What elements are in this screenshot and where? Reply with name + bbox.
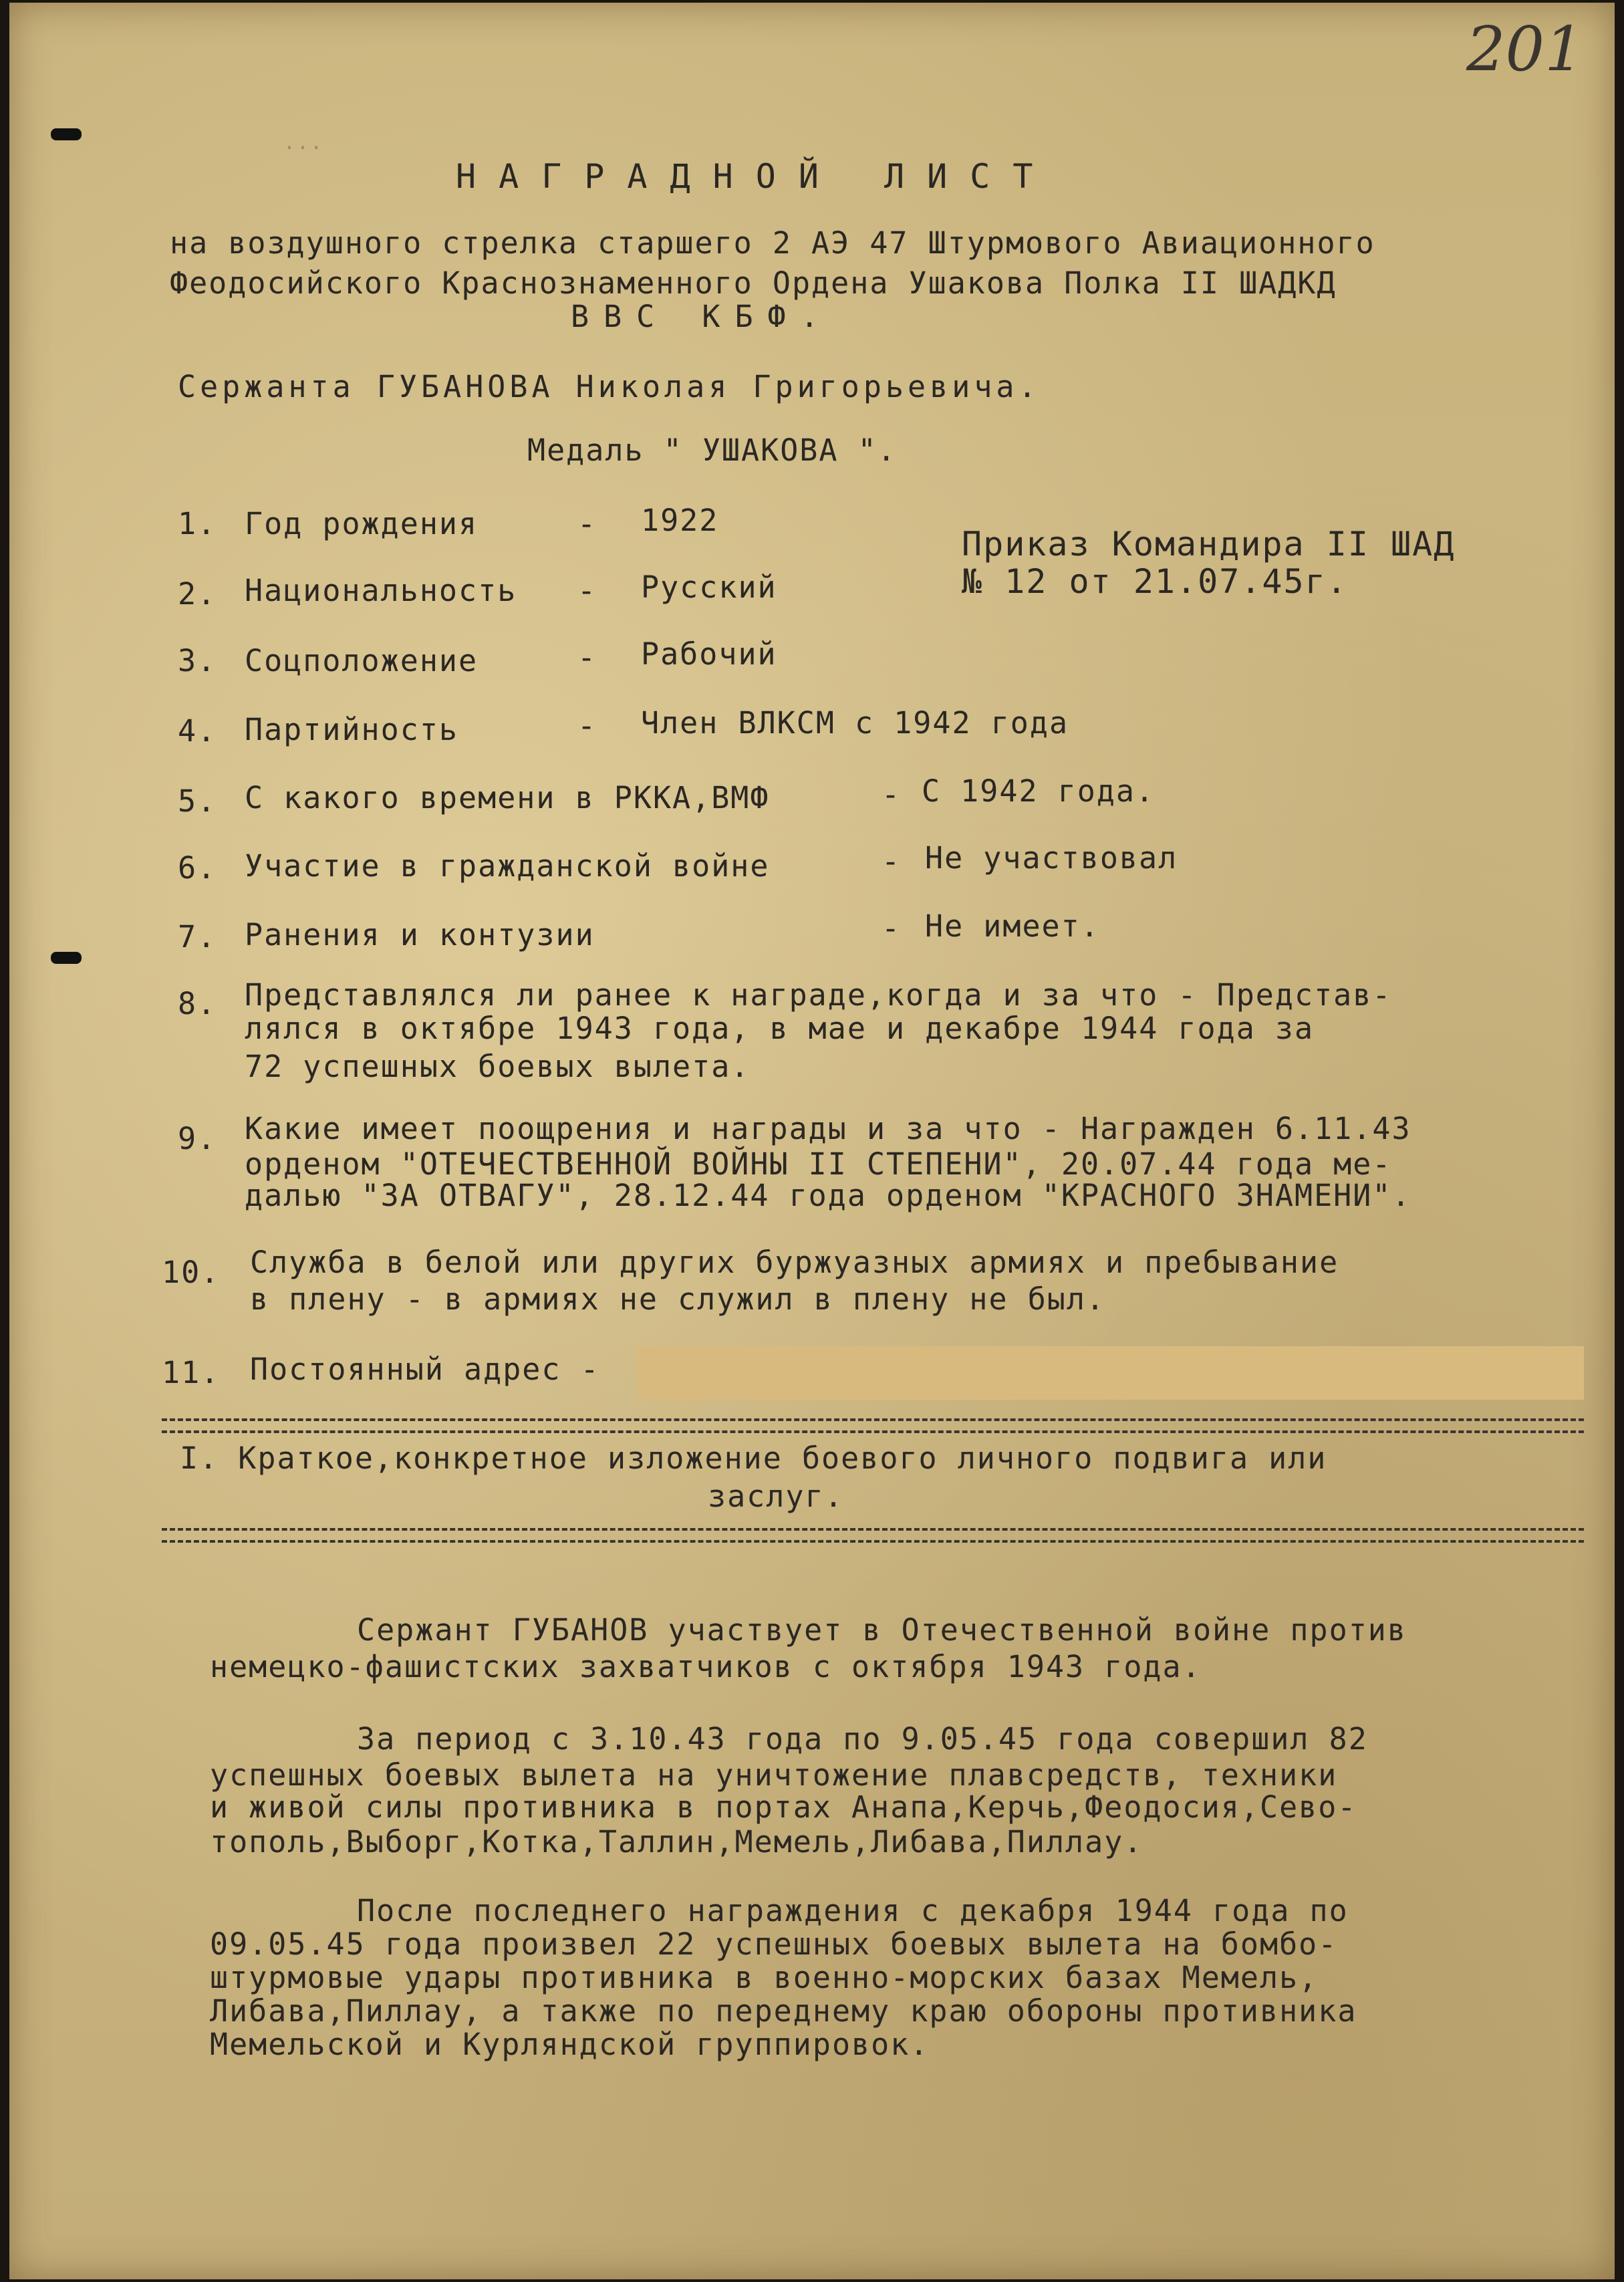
- item-text-line: лялся в октябре 1943 года, в мае и декабре 1944 года за: [245, 1011, 1315, 1046]
- binding-hole: [51, 952, 82, 964]
- item-value: С 1942 года.: [922, 773, 1156, 809]
- item-number: 6.: [178, 850, 217, 886]
- item-number: 5.: [178, 783, 217, 819]
- item-dash: -: [577, 708, 597, 743]
- header-line: Феодосийского Краснознаменного Ордена Ушакова Полка II ШАДКД: [170, 265, 1337, 301]
- item-dash: -: [577, 506, 597, 541]
- item-value: Русский: [641, 569, 777, 605]
- body-line: успешных боевых вылета на уничтожение плавсредств, техники: [210, 1757, 1338, 1793]
- body-line: и живой силы противника в портах Анапа,Керчь,Феодосия,Сево-: [210, 1789, 1357, 1825]
- redacted-address: [638, 1346, 1584, 1400]
- body-line: За период с 3.10.43 года по 9.05.45 года совершил 82: [357, 1721, 1368, 1757]
- item-text-line: Представлялся ли ранее к награде,когда и за что - Представ-: [245, 977, 1392, 1013]
- item-number: 8.: [178, 986, 217, 1021]
- item-text-line: далью "ЗА ОТВАГУ", 28.12.44 года орденом "КРАСНОГО ЗНАМЕНИ".: [245, 1178, 1411, 1213]
- body-line: 09.05.45 года произвел 22 успешных боевых вылета на бомбо-: [210, 1926, 1338, 1962]
- item-value: Не участвовал: [925, 840, 1178, 876]
- item-number: 10.: [162, 1255, 221, 1290]
- item-value: Не имеет.: [925, 908, 1100, 944]
- section-heading: I. Краткое,конкретное изложение боевого личного подвига или: [180, 1440, 1327, 1476]
- item-dash: -: [882, 844, 902, 879]
- header-line: ВВС КБФ.: [571, 299, 833, 334]
- binding-hole: [51, 128, 82, 140]
- faint-stamp: ...: [283, 131, 324, 154]
- document-title: НАГРАДНОЙ ЛИСТ: [456, 157, 1056, 196]
- item-label: Партийность: [245, 712, 459, 747]
- header-line: на воздушного стрелка старшего 2 АЭ 47 Штурмового Авиационного: [170, 225, 1375, 261]
- body-line: штурмовые удары противника в военно-морских базах Мемель,: [210, 1960, 1319, 1995]
- item-text-line: в плену - в армиях не служил в плену не был.: [250, 1281, 1106, 1317]
- item-text-line: 72 успешных боевых вылета.: [245, 1049, 751, 1084]
- item-text-line: Служба в белой или других буржуазных армиях и пребывание: [250, 1245, 1339, 1280]
- body-line: После последнего награждения с декабря 1944 года по: [357, 1893, 1349, 1928]
- body-line: немецко-фашистских захватчиков с октября 1943 года.: [210, 1649, 1202, 1684]
- item-text-line: Какие имеет поощрения и награды и за что - Награжден 6.11.43: [245, 1111, 1411, 1146]
- item-dash: -: [882, 777, 902, 812]
- recipient-name: Сержанта ГУБАНОВА Николая Григорьевича.: [178, 369, 1041, 404]
- document-page: [9, 3, 1615, 2279]
- item-number: 1.: [178, 506, 217, 541]
- item-number: 7.: [178, 919, 217, 955]
- item-number: 11.: [162, 1355, 221, 1390]
- item-number: 3.: [178, 643, 217, 678]
- body-line: Сержант ГУБАНОВ участвует в Отечественной войне против: [357, 1612, 1407, 1648]
- item-label: Национальность: [245, 573, 517, 608]
- item-label: Участие в гражданской войне: [245, 848, 770, 884]
- order-line: Приказ Командира II ШАД: [962, 525, 1456, 563]
- item-number: 9.: [178, 1121, 217, 1156]
- body-line: тополь,Выборг,Котка,Таллин,Мемель,Либава,Пиллау.: [210, 1824, 1143, 1860]
- order-line: № 12 от 21.07.45г.: [962, 562, 1348, 601]
- item-label: Соцположение: [245, 643, 479, 678]
- item-dash: -: [577, 573, 597, 608]
- item-label: Год рождения: [245, 506, 479, 541]
- item-dash: -: [577, 640, 597, 675]
- award-name: Медаль " УШАКОВА ".: [527, 432, 897, 468]
- item-number: 4.: [178, 713, 217, 749]
- item-dash: -: [882, 910, 902, 946]
- section-heading: заслуг.: [708, 1479, 844, 1514]
- body-line: Мемельской и Курляндской группировок.: [210, 2027, 930, 2062]
- item-value: Рабочий: [641, 636, 777, 672]
- item-text-line: орденом "ОТЕЧЕСТВЕННОЙ ВОЙНЫ II СТЕПЕНИ", 20.07.44 года ме-: [245, 1146, 1392, 1182]
- item-label: Постоянный адрес -: [250, 1352, 600, 1387]
- item-value: Член ВЛКСМ с 1942 года: [641, 705, 1069, 741]
- separator-line: [162, 1418, 1584, 1433]
- item-value: 1922: [641, 503, 719, 538]
- body-line: Либава,Пиллау, а также по переднему краю обороны противника: [210, 1993, 1357, 2029]
- separator-line: [162, 1528, 1584, 1543]
- item-number: 2.: [178, 576, 217, 612]
- page-number: 201: [1466, 13, 1584, 85]
- item-label: Ранения и контузии: [245, 917, 595, 953]
- item-label: С какого времени в РККА,ВМФ: [245, 780, 770, 815]
